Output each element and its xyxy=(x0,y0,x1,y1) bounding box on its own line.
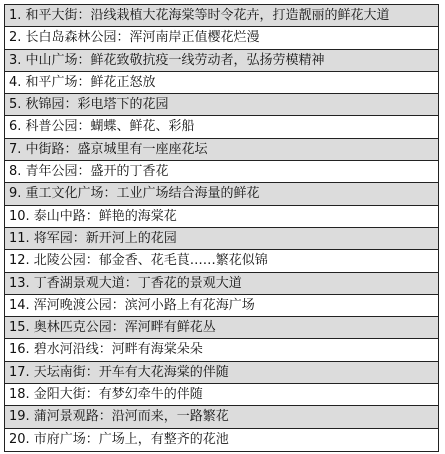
list-item-18: 18. 金阳大街：有梦幻牵牛的伴随 xyxy=(5,384,438,406)
list-item-3: 3. 中山广场：鲜花致敬抗疫一线劳动者，弘扬劳模精神 xyxy=(5,50,438,72)
list-item-8: 8. 青年公园：盛开的丁香花 xyxy=(5,161,438,183)
list-item-2: 2. 长白岛森林公园：浑河南岸正值樱花烂漫 xyxy=(5,27,438,49)
list-item-19: 19. 蒲河景观路：沿河而来，一路繁花 xyxy=(5,406,438,428)
list-item-5: 5. 秋锦园：彩电塔下的花园 xyxy=(5,94,438,116)
list-item-9: 9. 重工文化广场：工业广场结合海量的鲜花 xyxy=(5,183,438,205)
list-item-1: 1. 和平大街：沿线栽植大花海棠等时令花卉，打造靓丽的鲜花大道 xyxy=(5,5,438,27)
list-item-13: 13. 丁香湖景观大道：丁香花的景观大道 xyxy=(5,273,438,295)
list-item-7: 7. 中街路：盛京城里有一座座花坛 xyxy=(5,139,438,161)
list-item-17: 17. 天坛南街：开车有大花海棠的伴随 xyxy=(5,362,438,384)
list-item-11: 11. 将军园：新开河上的花园 xyxy=(5,228,438,250)
list-item-15: 15. 奥林匹克公园：浑河畔有鲜花丛 xyxy=(5,317,438,339)
flower-spot-list xyxy=(4,4,439,452)
list-item-20: 20. 市府广场：广场上，有整齐的花池 xyxy=(5,429,438,451)
list-item-14: 14. 浑河晚渡公园：滨河小路上有花海广场 xyxy=(5,295,438,317)
list-item-6: 6. 科普公园：蝴蝶、鲜花、彩船 xyxy=(5,116,438,138)
list-item-10: 10. 泰山中路：鲜艳的海棠花 xyxy=(5,206,438,228)
list-item-4: 4. 和平广场：鲜花正怒放 xyxy=(5,72,438,94)
list-item-12: 12. 北陵公园：郁金香、花毛茛……繁花似锦 xyxy=(5,250,438,272)
list-item-16: 16. 碧水河沿线：河畔有海棠朵朵 xyxy=(5,339,438,361)
